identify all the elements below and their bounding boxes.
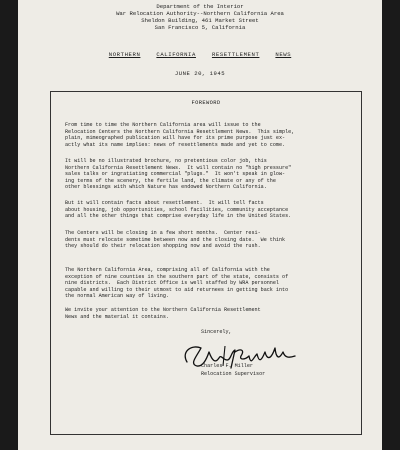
signer-name: Charles F. Miller bbox=[201, 363, 253, 369]
title-word: NORTHERN bbox=[108, 51, 141, 58]
paragraph-area: The Northern California Area, comprising all of California with the exception of nine counties in the southern part of the state, consists of nine districts. Each District Office is well staffed by WRA personnel capable and willing to their utmost to aid returnees in getting back into the normal American way of living. bbox=[65, 267, 289, 299]
newsletter-title bbox=[18, 52, 382, 59]
foreword-box bbox=[50, 91, 362, 435]
foreword-heading: FOREWORD bbox=[191, 100, 221, 106]
document-page bbox=[18, 0, 382, 450]
title-word: NEWS bbox=[275, 51, 292, 58]
paragraph-facts: But it will contain facts about resettlement. It will tell facts about housing, job opportunities, school facilities, community acceptance and all the other things that comprise everyday life in the United States. bbox=[65, 200, 292, 219]
paragraph-purpose: From time to time the Northern California area will issue to the Relocation Centers the Northern California Resettlement News. This simple, plain, mimeographed publication will have for its prime purpose just ex- actly what its name implies: news of resettlements made and yet to come. bbox=[65, 122, 295, 148]
title-word: RESETTLEMENT bbox=[211, 51, 260, 58]
signer-title: Relocation Supervisor bbox=[201, 371, 266, 377]
header-address: Sheldon Building, 461 Market Street bbox=[141, 17, 259, 24]
paragraph-invitation: We invite your attention to the Northern California Resettlement News and the material it contains. bbox=[65, 307, 261, 320]
header-department: Department of the Interior bbox=[156, 3, 244, 10]
header-city: San Francisco 5, California bbox=[154, 24, 246, 31]
header-agency: War Relocation Authority--Northern California Area bbox=[116, 10, 284, 17]
title-word: CALIFORNIA bbox=[156, 51, 196, 58]
closing: Sincerely, bbox=[201, 329, 232, 335]
paragraph-centers-closing: The Centers will be closing in a few short months. Center resi- dents must relocate sometime between now and the closing date. We think they should do their relocation shopping now and avoid the rush. bbox=[65, 230, 286, 249]
issue-date: JUNE 20, 1945 bbox=[174, 70, 226, 77]
paragraph-not-brochure: It will be no illustrated brochure, no pretentious color job, this Northern California Resettlement News. It will contain no "high pressure" sales talks or ingratiating commercial "plugs." It won't speak in glow- ing terms of the scenery, the fertile land, the climate or any of the other blessings with which Nature has endowed Northern California. bbox=[65, 158, 292, 190]
